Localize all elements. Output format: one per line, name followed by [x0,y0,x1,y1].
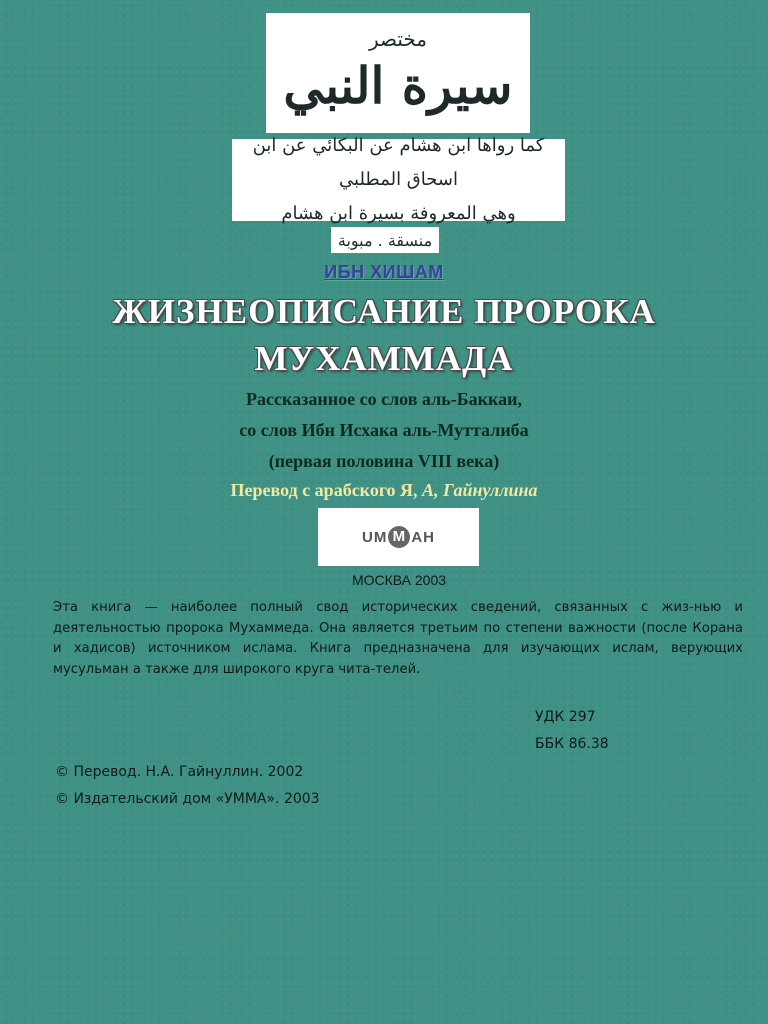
translator-name: А, Гайнуллина [422,480,538,500]
translation-prefix: Перевод с арабского Я, [230,480,423,500]
subtitle-line-3: (первая половина VIII века) [268,451,500,471]
arabic-tag-image [331,227,439,253]
copyright-translation: © Перевод. Н.А. Гайнуллин. 2002 [55,764,304,780]
city-year: МОСКВА 2003 [351,572,447,588]
book-title-line-2: МУХАММАДА [254,339,514,378]
arabic-line-2: وهي المعروفة بسيرة ابن هشام [281,203,516,224]
logo-m-circle: M [388,526,410,548]
arabic-title-image [266,13,530,133]
subtitle-line-2: со слов Ибн Исхака аль-Мутталиба [239,420,529,440]
book-title-line-1: ЖИЗНЕОПИСАНИЕ ПРОРОКА [112,292,656,331]
logo-text-left: UM [362,528,388,546]
description-text: Эта книга — наиболее полный свод исторических сведений, связанных с жиз-нью и деятельностью пророка Мухаммеда. Она является третьим по степени важности (после Корана и хадисов) источником ислама. Книга предназначена для изучающих ислам, верующих мусульман а также для широкого круга чита-телей. [53,600,743,677]
publisher-logo [318,508,479,566]
arabic-tag-text: منسقة . مبوبة [337,230,433,250]
translation-credit [0,480,768,501]
copyright-publisher: © Издательский дом «УММА». 2003 [55,791,320,807]
arabic-line-1: كما رواها ابن هشام عن البكائي عن ابن اسحاق المطلبي [252,135,545,190]
subtitle-line-1: Рассказанное со слов аль-Баккаи, [246,389,522,409]
arabic-subtitle-image [232,135,565,224]
bbk-code: ББК 86.38 [535,736,609,752]
author-link[interactable]: ИБН ХИШАМ [324,262,444,282]
arabic-big-title: سيرة النبي [283,56,513,115]
logo-text-right: AH [411,528,435,546]
arabic-small-title: مختصر [368,27,428,51]
udk-code: УДК 297 [535,709,596,725]
book-description [53,598,743,680]
